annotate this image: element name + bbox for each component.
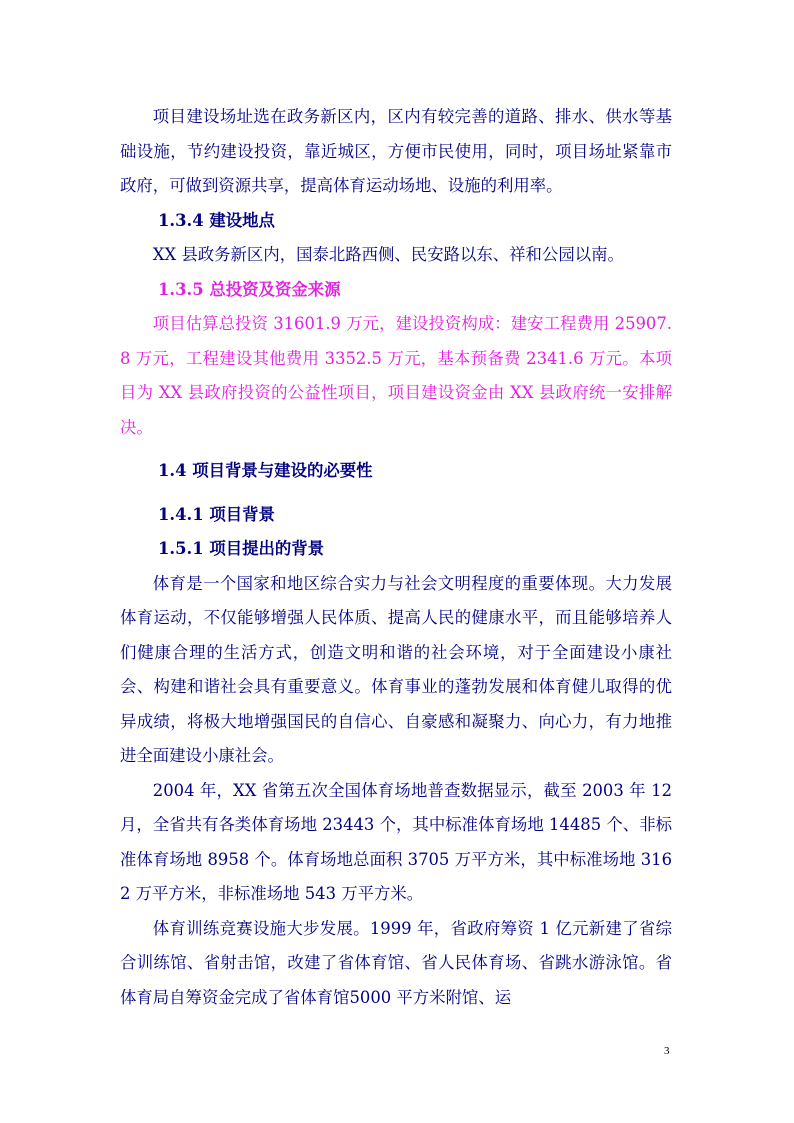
paragraph-sports-importance: 体育是一个国家和地区综合实力与社会文明程度的重要体现。大力发展体育运动，不仅能够增强人民体质、提高人民的健康水平，而且能够培养人们健康合理的生活方式，创造文明和谐的社会环境，对于全面建设小康社会、构建和谐社会具有重要意义。体育事业的蓬勃发展和体育健儿取得的优异成绩，将极大地增强国民的自信心、自豪感和凝聚力、向心力，有力地推进全面建设小康社会。 (120, 573, 672, 765)
heading-1-4-background-and-necessity: 1.4 项目背景与建设的必要性 (158, 461, 373, 480)
paragraph-construction-location: XX 县政务新区内，国泰北路西侧、民安路以东、祥和公园以南。 (152, 245, 624, 264)
paragraph-investment-and-funding: 项目估算总投资 31601.9 万元，建设投资构成：建安工程费用 25907.8 万元，工程建设其他费用 3352.5 万元，基本预备费 2341.6 万元。本项目为 XX 县政府投资的公益性项目，项目建设资金由 XX 县政府统一安排解决。 (120, 314, 672, 437)
paragraph-training-facilities: 体育训练竞赛设施大步发展。1999 年，省政府筹资 1 亿元新建了省综合训练馆、省射击馆，改建了省体育馆、省人民体育场、省跳水游泳馆。省体育局自筹资金完成了省体育馆5000 平方米附馆、运 (120, 918, 672, 1007)
paragraph-site-selection: 项目建设场址选在政务新区内，区内有较完善的道路、排水、供水等基础设施，节约建设投资，靠近城区，方便市民使用，同时，项目场址紧靠市政府，可做到资源共享，提高体育运动场地、设施的利用率。 (120, 107, 672, 195)
document-body (120, 100, 672, 1015)
heading-1-3-4-construction-location: 1.3.4 建设地点 (158, 210, 275, 230)
heading-1-5-1-proposal-background: 1.5.1 项目提出的背景 (158, 539, 325, 558)
page-number: 3 (664, 1045, 670, 1057)
heading-1-4-1-project-background: 1.4.1 项目背景 (158, 504, 275, 524)
heading-1-3-5-investment-and-funding: 1.3.5 总投资及资金来源 (158, 279, 341, 299)
paragraph-venue-census: 2004 年，XX 省第五次全国体育场地普查数据显示，截至 2003 年 12 月，全省共有各类体育场地 23443 个，其中标准体育场地 14485 个、非标准体育场地 8958 个。体育场地总面积 3705 万平方米，其中标准场地 3162 万平方米，非标准场地 543 万平方米。 (120, 780, 672, 903)
